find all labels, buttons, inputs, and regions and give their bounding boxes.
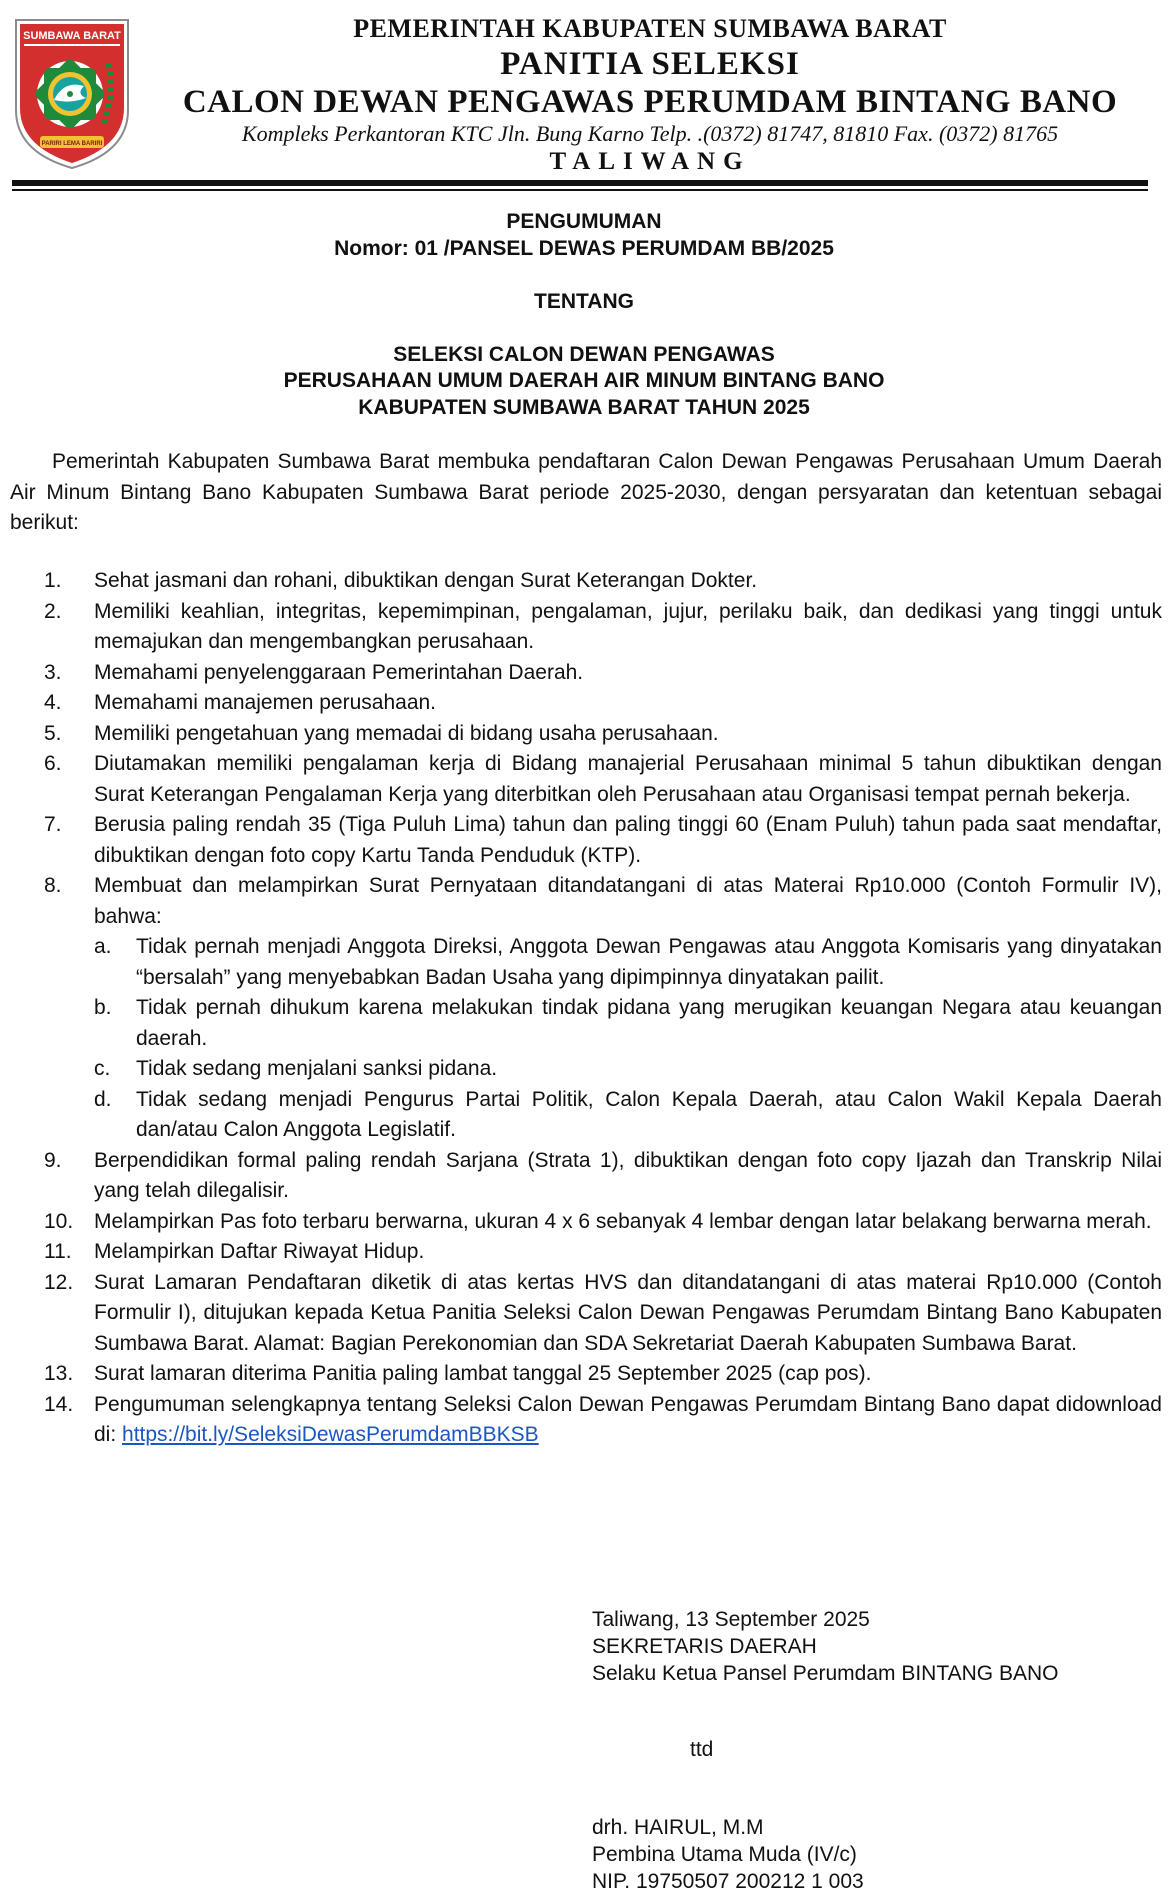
requirement-item: [10, 1146, 1162, 1207]
statement-letter: a.: [94, 935, 112, 958]
statement-letter: b.: [94, 996, 112, 1019]
requirement-number: 10.: [44, 1209, 74, 1233]
requirement-text: Surat lamaran diterima Panitia paling lambat tanggal 25 September 2025 (cap pos).: [94, 1362, 872, 1385]
requirement-number: 7.: [44, 813, 62, 836]
letterhead-divider-thick: [12, 180, 1148, 186]
requirement-number: 1.: [44, 569, 62, 592]
requirement-text: Memahami manajemen perusahaan.: [94, 691, 437, 714]
subject-line-3: KABUPATEN SUMBAWA BARAT TAHUN 2025: [358, 396, 810, 419]
requirement-text: Pengumuman selengkapnya tentang Seleksi Calon Dewan Pengawas Perumdam Bintang Bano dapat didownload di:: [94, 1392, 1162, 1446]
statement-sublist: [94, 932, 1162, 1146]
statement-text: Tidak pernah menjadi Anggota Direksi, Anggota Dewan Pengawas atau Anggota Komisaris yang dinyatakan “bersalah” yang menyebabkan Badan Usaha yang dipimpinnya dinyatakan pailit.: [136, 935, 1162, 989]
requirement-number: 5.: [44, 721, 62, 745]
requirement-number: 13.: [44, 1362, 74, 1385]
logo-text: SUMBAWA BARAT: [23, 30, 121, 42]
committee-name: PANITIA SELEKSI: [500, 46, 800, 82]
requirement-item: [10, 688, 1162, 719]
requirement-number: 4.: [44, 691, 62, 714]
statement-item: [94, 932, 1162, 993]
document-title: PENGUMUMAN: [506, 210, 662, 233]
requirement-text: Memahami penyelenggaraan Pemerintahan Daerah.: [94, 660, 584, 684]
requirement-number: 6.: [44, 752, 62, 775]
statement-text: Tidak sedang menjalani sanksi pidana.: [136, 1057, 498, 1080]
subject-line-1: SELEKSI CALON DEWAN PENGAWAS: [393, 343, 775, 366]
requirement-item: [10, 1359, 1162, 1390]
requirement-item: [10, 1207, 1162, 1238]
statement-item: [94, 1054, 1162, 1085]
requirement-item: [10, 1390, 1162, 1451]
document-number: Nomor: 01 /PANSEL DEWAS PERUMDAM BB/2025: [334, 237, 834, 260]
requirement-text: Memiliki pengetahuan yang memadai di bidang usaha perusahaan.: [94, 721, 719, 745]
office-address: Kompleks Perkantoran KTC Jln. Bung Karno Telp. .(0372) 81747, 81810 Fax. (0372) 81765: [241, 121, 1059, 146]
office-city: TALIWANG: [549, 148, 751, 175]
requirement-item: [10, 597, 1162, 658]
requirement-item: [10, 871, 1162, 1146]
requirement-item: [10, 810, 1162, 871]
requirement-text: Melampirkan Daftar Riwayat Hidup.: [94, 1240, 425, 1263]
committee-subject: CALON DEWAN PENGAWAS PERUMDAM BINTANG BANO: [182, 84, 1118, 120]
letterhead-divider-thin: [12, 189, 1148, 191]
statement-letter: d.: [94, 1087, 112, 1111]
requirement-item: [10, 719, 1162, 750]
requirement-number: 12.: [44, 1270, 74, 1294]
requirement-text: Memiliki keahlian, integritas, kepemimpinan, pengalaman, jujur, perilaku baik, dan dedikasi yang tinggi untuk memajukan dan mengembangkan perusahaan.: [94, 599, 1162, 653]
requirement-number: 11.: [44, 1240, 72, 1263]
logo-motto: PARIRI LEMA BARIRI: [41, 141, 103, 147]
requirement-item: [10, 1237, 1162, 1268]
statement-text: Tidak pernah dihukum karena melakukan tindak pidana yang merugikan keuangan Negara atau keuangan daerah.: [136, 996, 1162, 1050]
requirement-text: Berpendidikan formal paling rendah Sarjana (Strata 1), dibuktikan dengan foto copy Ijazah dan Transkrip Nilai yang telah dilegalisir.: [94, 1148, 1162, 1202]
requirement-number: 9.: [44, 1148, 62, 1172]
requirement-text: Membuat dan melampirkan Surat Pernyataan ditandatangani di atas Materai Rp10.000 (Contoh Formulir IV), bahwa:: [94, 874, 1162, 928]
signature-role: Selaku Ketua Pansel Perumdam BINTANG BANO: [592, 1662, 1059, 1685]
statement-item: [94, 993, 1162, 1054]
signature-place-date: Taliwang, 13 September 2025: [592, 1608, 870, 1631]
government-name: PEMERINTAH KABUPATEN SUMBAWA BARAT: [353, 14, 947, 43]
requirement-item: [10, 749, 1162, 810]
requirement-number: 14.: [44, 1392, 74, 1416]
requirement-item: [10, 1268, 1162, 1360]
requirement-text: Sehat jasmani dan rohani, dibuktikan dengan Surat Keterangan Dokter.: [94, 569, 758, 592]
requirement-number: 2.: [44, 599, 62, 623]
regency-logo: [10, 14, 134, 172]
statement-text: Tidak sedang menjadi Pengurus Partai Politik, Calon Kepala Daerah, atau Calon Wakil Kepala Daerah dan/atau Calon Anggota Legislatif.: [136, 1087, 1162, 1141]
statement-letter: c.: [94, 1057, 111, 1080]
download-link[interactable]: https://bit.ly/SeleksiDewasPerumdamBBKSB: [122, 1423, 539, 1446]
requirement-number: 3.: [44, 660, 62, 684]
statement-item: [94, 1085, 1162, 1146]
signature-ttd: ttd: [690, 1738, 714, 1761]
requirements-list: [10, 566, 1162, 1451]
requirement-item: [10, 658, 1162, 689]
requirement-item: [10, 566, 1162, 597]
subject-line-2: PERUSAHAAN UMUM DAERAH AIR MINUM BINTANG BANO: [283, 369, 885, 392]
signatory-name: drh. HAIRUL, M.M: [592, 1816, 764, 1839]
requirement-number: 8.: [44, 874, 62, 897]
signature-title: SEKRETARIS DAERAH: [592, 1635, 817, 1658]
intro-paragraph: Pemerintah Kabupaten Sumbawa Barat membuka pendaftaran Calon Dewan Pengawas Perusahaan Umum Daerah Air Minum Bintang Bano Kabupaten Sumbawa Barat periode 2025-2030, dengan persyaratan dan ketentuan sebagai berikut:: [10, 450, 1162, 534]
requirement-text: Melampirkan Pas foto terbaru berwarna, ukuran 4 x 6 sebanyak 4 lembar dengan latar belakang berwarna merah.: [94, 1209, 1152, 1233]
document-about: TENTANG: [534, 290, 634, 313]
signatory-rank: Pembina Utama Muda (IV/c): [592, 1843, 857, 1866]
requirement-text: Surat Lamaran Pendaftaran diketik di atas kertas HVS dan ditandatangani di atas materai Rp10.000 (Contoh Formulir I), ditujukan kepada Ketua Panitia Seleksi Calon Dewan Pengawas Perumdam Bintang Bano Kabupaten Sumbawa Barat. Alamat: Bagian Perekonomian dan SDA Sekretariat Daerah Kabupaten Sumbawa Barat.: [94, 1270, 1162, 1355]
requirement-text: Berusia paling rendah 35 (Tiga Puluh Lima) tahun dan paling tinggi 60 (Enam Puluh) tahun pada saat mendaftar, dibuktikan dengan foto copy Kartu Tanda Penduduk (KTP).: [94, 813, 1162, 867]
signatory-nip: NIP. 19750507 200212 1 003: [592, 1870, 864, 1893]
requirement-text: Diutamakan memiliki pengalaman kerja di Bidang manajerial Perusahaan minimal 5 tahun dibuktikan dengan Surat Keterangan Pengalaman Kerja yang diterbitkan oleh Perusahaan atau Organisasi tempat pernah bekerja.: [94, 752, 1162, 806]
